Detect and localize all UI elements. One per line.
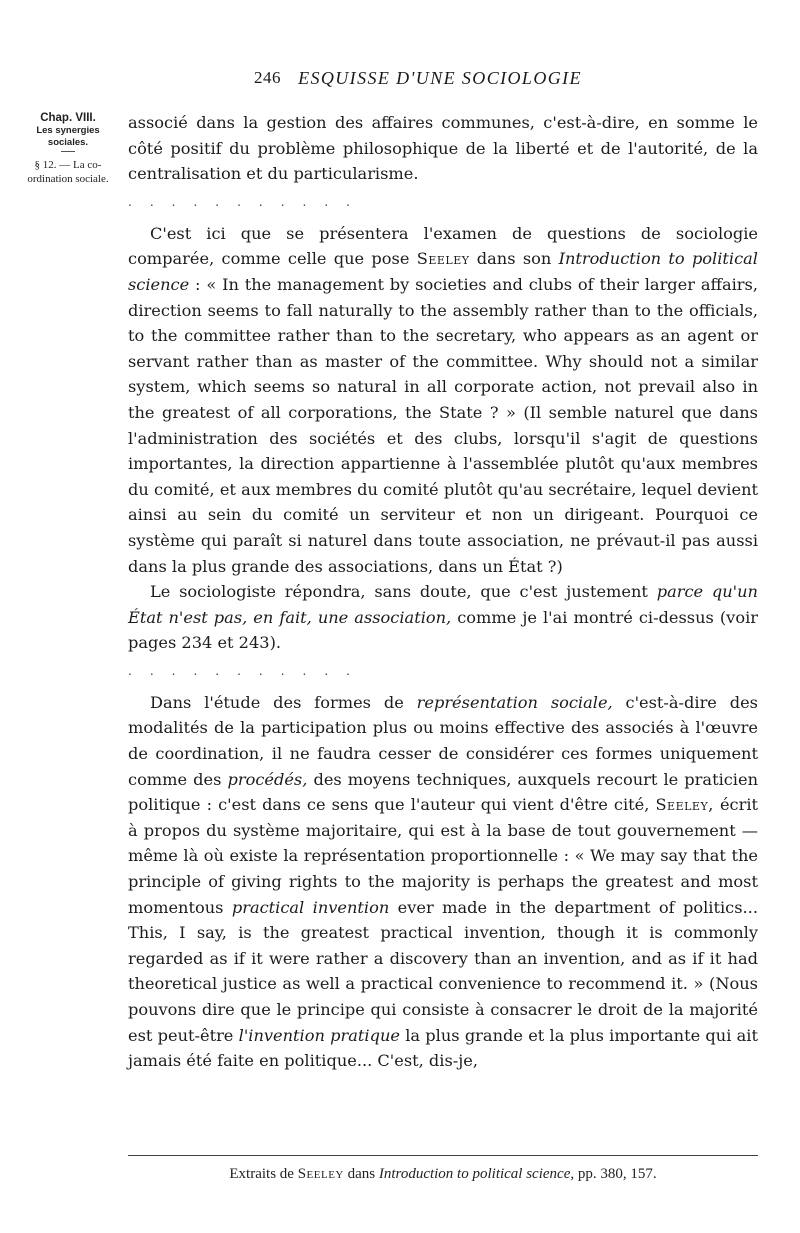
footnote-rule — [128, 1155, 758, 1156]
footnote-mid: dans — [343, 1166, 379, 1182]
body-text — [128, 110, 758, 1074]
margin-rule — [61, 151, 75, 152]
footnote-prefix: Extraits de — [229, 1166, 298, 1182]
page-number: 246 — [254, 68, 281, 87]
margin-section-1: § 12. — La co- — [34, 159, 102, 171]
p2-text-a: C'est ici que se présentera l'examen de questions de sociologie comparée, comme celle que pose — [128, 223, 758, 269]
footnote-pages: pp. 380, 157. — [574, 1166, 657, 1182]
margin-chapter-title-1: Les synergies — [36, 125, 100, 136]
p4-text-e: ever made in the department of politics... This, I say, is the greatest practical invention, though it is commonly regarded as if it were rather a discovery than an invention, and as if it had theoretical justice as well a practical convenience to recommend it. » (Nous pouvons dire que le principe qui consiste à consacrer le droit de la majorité est peut-être — [128, 897, 758, 1045]
p4-text-a: Dans l'étude des formes de — [150, 692, 417, 712]
p4-text-c: des moyens techniques, auxquels recourt le praticien politique : c'est dans ce sens que l'auteur qui vient d'être cité, — [128, 769, 758, 815]
footnote-author: Seeley — [297, 1166, 344, 1182]
ellipsis-row-2: ........... — [128, 663, 368, 678]
paragraph-3 — [128, 579, 758, 656]
author-seeley: Seeley — [416, 249, 470, 269]
p4-emphasis-3: practical invention — [231, 897, 390, 917]
page-header — [120, 68, 760, 89]
p4-text-b: c'est-à-dire des modalités de la participation plus ou moins effective des associés à l'œuvre de coordination, il ne faudra cesser de considérer ces formes uniquement comme des — [128, 692, 758, 789]
p3-emphasis: parce qu'un État n'est pas, en fait, une association, — [128, 582, 758, 627]
p4-emphasis-1: représentation sociale, — [416, 692, 613, 712]
p4-emphasis-2: procédés, — [227, 769, 308, 789]
footnote-title: Introduction to political science, — [378, 1166, 575, 1182]
running-title: ESQUISSE D'UNE SOCIOLOGIE — [298, 68, 582, 88]
paragraph-2 — [128, 221, 758, 579]
margin-chapter-title-2: sociales. — [47, 137, 89, 148]
paragraph-1: associé dans la gestion des affaires communes, c'est-à-dire, en somme le côté positif du problème philosophique de la liberté et de l'autorité, de la centralisation et du particularisme. — [128, 113, 758, 184]
p3-text-b: comme je l'ai montré ci-dessus (voir pages 234 et 243). — [128, 607, 758, 653]
margin-notes — [18, 112, 118, 186]
margin-section-2: ordination sociale. — [27, 173, 109, 185]
p2-text-b: dans son — [469, 249, 559, 269]
p4-emphasis-4: l'invention pratique — [238, 1025, 400, 1045]
book-title: Introduction to political science — [128, 249, 758, 294]
author-seeley-2: Seeley, — [655, 795, 714, 815]
p3-text-a: Le sociologiste répondra, sans doute, que c'est justement — [150, 582, 657, 602]
p2-text-c: : « In the management by societies and clubs of their larger affairs, direction seems to fall naturally to the assembly rather than to the officials, to the committee rather than to the secretary, who appears as an agent or servant rather than as master of the committee. Why should not a similar system, which seems so natural in all corporate action, not prevail also in the greatest of all corporations, the State ? » (Il semble naturel que dans l'administration des sociétés et des clubs, lorsqu'il s'agit de questions importantes, la direction appartienne à l'assemblée plutôt qu'aux membres du comité, et aux membres du comité plutôt qu'au secrétaire, lequel devient ainsi au sein du comité un serviteur et non un dirigeant. Pourquoi ce système qui paraît si naturel dans toute association, ne prévaut-il pas aussi dans la plus grande des associations, dans un État ?) — [128, 274, 758, 576]
margin-chapter: Chap. VIII. — [40, 112, 96, 124]
p4-text-f: la plus grande et la plus importante qui ait jamais été faite en politique... C'est, dis-je, — [128, 1025, 758, 1071]
ellipsis-row-1: ........... — [128, 194, 368, 209]
footnote — [128, 1166, 758, 1183]
p4-text-d: écrit à propos du système majoritaire, qui est à la base de tout gouvernement — même là où existe la représentation proportionnelle : « We may say that the principle of giving rights to the majority is perhaps the greatest and most momentous — [128, 795, 759, 917]
paragraph-4 — [128, 690, 758, 1074]
